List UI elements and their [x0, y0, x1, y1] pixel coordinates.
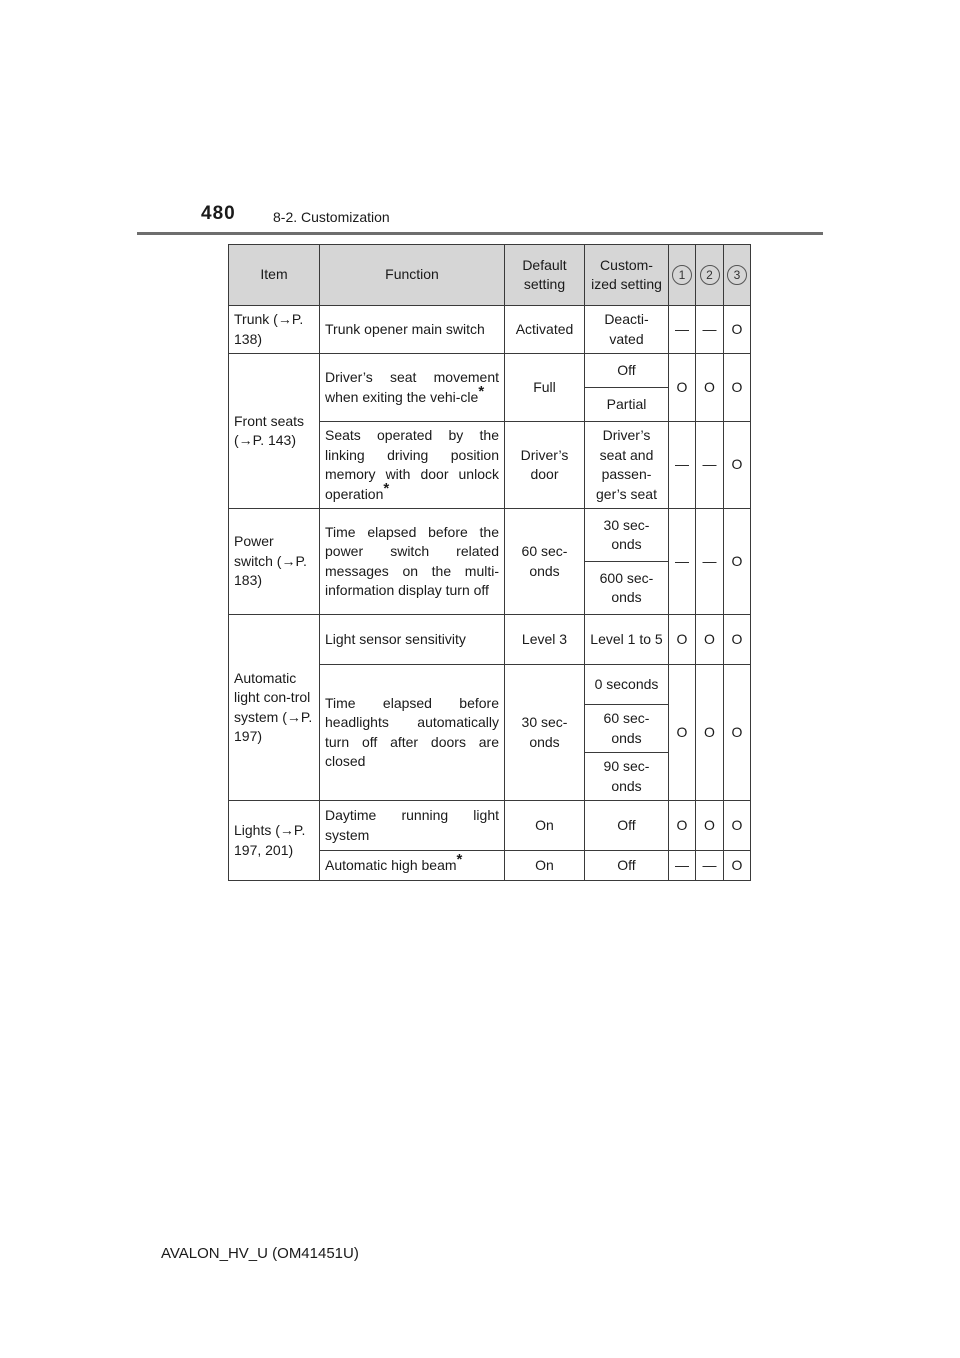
mode-1-cell: — — [669, 306, 696, 354]
mode-1-icon: 1 — [672, 265, 692, 285]
function-cell: Light sensor sensitivity — [320, 615, 505, 665]
default-cell: On — [505, 851, 585, 881]
mode-3-cell: O — [724, 851, 751, 881]
mode-1-cell: O — [669, 665, 696, 801]
function-cell: Trunk opener main switch — [320, 306, 505, 354]
table-header-row — [229, 245, 751, 306]
function-cell: Daytime running light system — [320, 801, 505, 851]
custom-cell: Off — [585, 851, 669, 881]
header-item: Item — [229, 245, 320, 306]
custom-cell: 0 seconds — [585, 665, 669, 705]
default-cell: On — [505, 801, 585, 851]
mode-2-icon: 2 — [700, 265, 720, 285]
mode-3-cell: O — [724, 801, 751, 851]
custom-cell: Level 1 to 5 — [585, 615, 669, 665]
mode-3-icon: 3 — [727, 265, 747, 285]
mode-2-cell: O — [696, 801, 724, 851]
mode-3-cell: O — [724, 422, 751, 509]
section-title: 8-2. Customization — [273, 209, 390, 225]
mode-3-cell: O — [724, 306, 751, 354]
header-mode-2 — [696, 245, 724, 306]
mode-1-cell: O — [669, 354, 696, 422]
asterisk-icon: * — [478, 382, 485, 400]
function-text: Automatic high beam — [325, 856, 457, 873]
customization-table — [228, 244, 751, 881]
mode-2-cell: O — [696, 354, 724, 422]
mode-1-cell: — — [669, 509, 696, 615]
header-mode-3 — [724, 245, 751, 306]
mode-3-cell: O — [724, 665, 751, 801]
header-function: Function — [320, 245, 505, 306]
item-front-seats: Front seats (→P. 143) — [229, 354, 320, 509]
mode-2-cell: O — [696, 665, 724, 801]
custom-cell: Off — [585, 354, 669, 388]
footer-model-code: AVALON_HV_U (OM41451U) — [161, 1245, 359, 1262]
table-row — [229, 615, 751, 665]
asterisk-icon: * — [456, 850, 463, 868]
mode-1-cell: — — [669, 422, 696, 509]
table-row — [229, 509, 751, 562]
default-cell: Activated — [505, 306, 585, 354]
mode-1-cell: O — [669, 801, 696, 851]
asterisk-icon: * — [383, 479, 390, 497]
default-cell: Full — [505, 354, 585, 422]
mode-3-cell: O — [724, 354, 751, 422]
mode-2-cell: O — [696, 615, 724, 665]
header-customized-setting: Custom-ized setting — [585, 245, 669, 306]
custom-cell: Driver’s seat and passen-ger’s seat — [585, 422, 669, 509]
mode-2-cell: — — [696, 422, 724, 509]
custom-cell: Deacti-vated — [585, 306, 669, 354]
table-row — [229, 801, 751, 851]
custom-cell: 60 sec-onds — [585, 705, 669, 753]
item-trunk: Trunk (→P. 138) — [229, 306, 320, 354]
default-cell: 30 sec-onds — [505, 665, 585, 801]
default-cell: 60 sec-onds — [505, 509, 585, 615]
function-text: Seats operated by the linking driving position memory with door unlock operation — [325, 427, 499, 502]
function-cell: Time elapsed before headlights automatically turn off after doors are closed — [320, 665, 505, 801]
custom-cell: Off — [585, 801, 669, 851]
mode-3-cell: O — [724, 509, 751, 615]
header-mode-1 — [669, 245, 696, 306]
mode-1-cell: — — [669, 851, 696, 881]
header-rule — [137, 232, 823, 235]
mode-2-cell: — — [696, 509, 724, 615]
page-number: 480 — [201, 203, 236, 224]
custom-cell: 30 sec-onds — [585, 509, 669, 562]
custom-cell: Partial — [585, 388, 669, 422]
default-cell: Level 3 — [505, 615, 585, 665]
custom-cell: 90 sec-onds — [585, 753, 669, 801]
mode-2-cell: — — [696, 306, 724, 354]
function-text: Driver’s seat movement when exiting the vehi-cle — [325, 369, 499, 405]
function-cell — [320, 422, 505, 509]
mode-2-cell: — — [696, 851, 724, 881]
item-automatic-light-control: Automatic light con-trol system (→P. 197) — [229, 615, 320, 801]
mode-1-cell: O — [669, 615, 696, 665]
function-cell — [320, 851, 505, 881]
table-row — [229, 354, 751, 388]
function-cell: Time elapsed before the power switch related messages on the multi-information display turn off — [320, 509, 505, 615]
table-row — [229, 306, 751, 354]
mode-3-cell: O — [724, 615, 751, 665]
item-lights: Lights (→P. 197, 201) — [229, 801, 320, 881]
item-power-switch: Power switch (→P. 183) — [229, 509, 320, 615]
header-default-setting: Default setting — [505, 245, 585, 306]
function-cell — [320, 354, 505, 422]
default-cell: Driver’s door — [505, 422, 585, 509]
custom-cell: 600 sec-onds — [585, 562, 669, 615]
